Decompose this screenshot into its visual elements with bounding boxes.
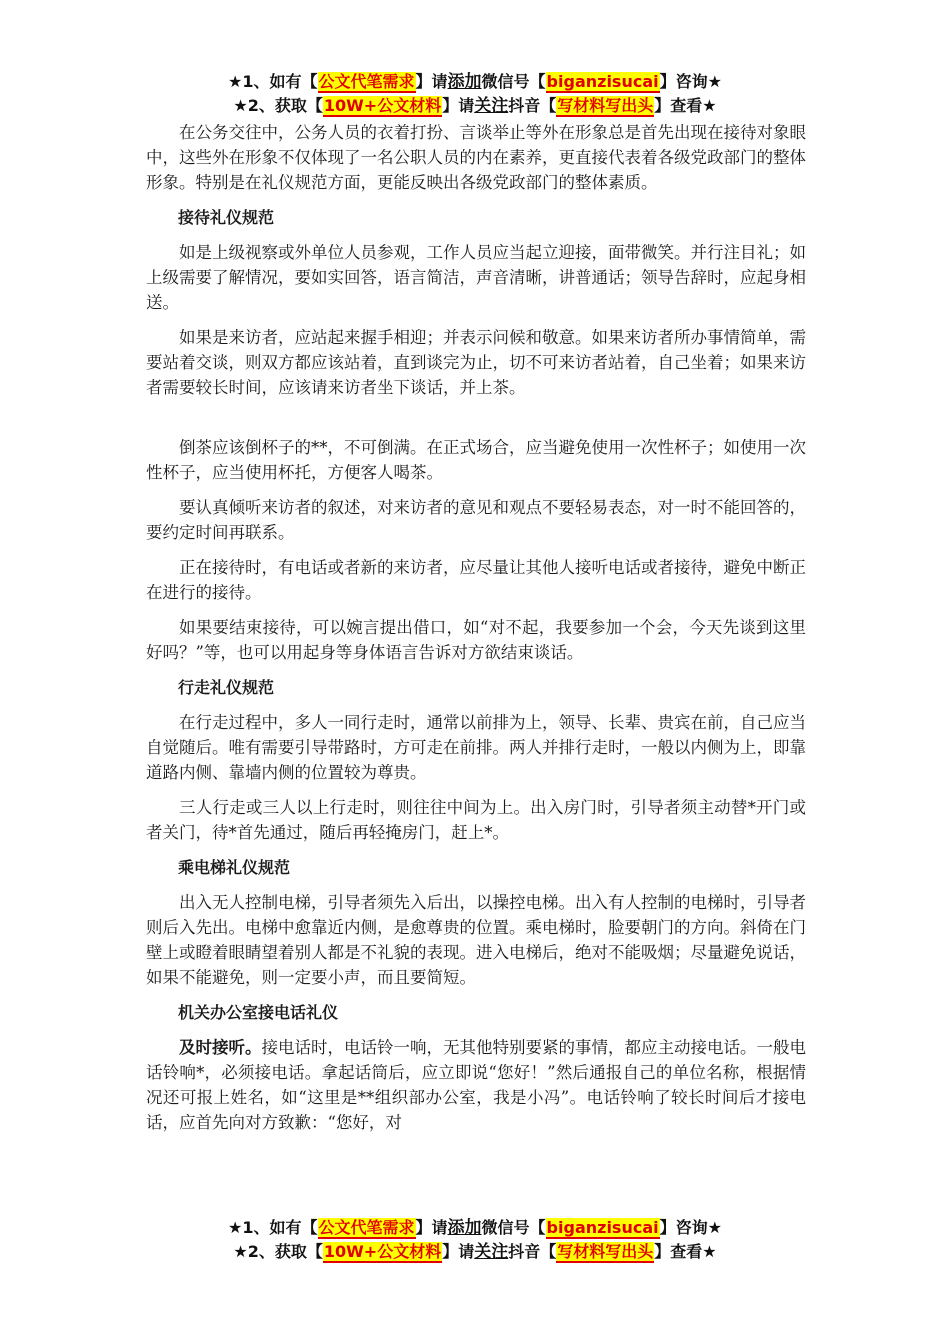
promo-text: 】查看★ [654, 1242, 717, 1261]
promo-highlight: biganzisucai [546, 1218, 659, 1237]
promo-highlight: 公文代笔需求 [318, 72, 415, 91]
section-heading-walking: 行走礼仪规范 [178, 678, 275, 697]
reception-paragraph-3: 倒茶应该倒杯子的**，不可倒满。在正式场合，应当避免使用一次性杯子；如使用一次性杯子，应当使用杯托，方便客人喝茶。 [146, 438, 806, 482]
promo-highlight: 10W+公文材料 [323, 1242, 442, 1261]
promo-emphasis: 添加 [447, 72, 482, 92]
promo-text: 】查看★ [654, 96, 717, 115]
promo-line-1 [0, 1216, 950, 1240]
promo-text: 】请 [442, 1242, 475, 1261]
promo-banner-bottom [0, 1216, 950, 1264]
promo-highlight: biganzisucai [546, 72, 659, 91]
phone-paragraph-text: 接电话时，电话铃一响，无其他特别要紧的事情，都应主动接电话。一般电话铃响*，必须接电话。拿起话筒后，应立即说“您好！”然后通报自己的单位名称，根据情况还可报上姓名，如“这里是**组织部办公室，我是小冯”。电话铃响了较长时间后才接电话，应首先向对方致歉：“您好，对 [146, 1038, 806, 1132]
reception-paragraph-6: 如果要结束接待，可以婉言提出借口，如“对不起，我要参加一个会，今天先谈到这里好吗？”等，也可以用起身等身体语言告诉对方欲结束谈话。 [146, 618, 806, 662]
phone-paragraph-lead: 及时接听。 [179, 1038, 262, 1057]
promo-banner-top [0, 70, 950, 118]
promo-text: 微信号【 [481, 1218, 546, 1237]
promo-highlight: 10W+公文材料 [323, 96, 442, 115]
walking-paragraph-1: 在行走过程中，多人一同行走时，通常以前排为上，领导、长辈、贵宾在前，自己应当自觉随后。唯有需要引导带路时，方可走在前排。两人并排行走时，一般以内侧为上，即靠道路内侧、靠墙内侧的位置较为尊贵。 [146, 713, 806, 782]
promo-text: ★1、如有【 [228, 72, 318, 91]
reception-paragraph-4: 要认真倾听来访者的叙述，对来访者的意见和观点不要轻易表态，对一时不能回答的，要约定时间再联系。 [146, 498, 806, 542]
walking-paragraph-2: 三人行走或三人以上行走时，则往往中间为上。出入房门时，引导者须主动替*开门或者关门，待*首先通过，随后再轻掩房门，赶上*。 [146, 798, 806, 842]
promo-text: ★1、如有【 [228, 1218, 318, 1237]
elevator-paragraph: 出入无人控制电梯，引导者须先入后出，以操控电梯。出入有人控制的电梯时，引导者则后入先出。电梯中愈靠近内侧，是愈尊贵的位置。乘电梯时，脸要朝门的方向。斜倚在门壁上或瞪着眼睛望着别人都是不礼貌的表现。进入电梯后，绝对不能吸烟；尽量避免说话，如果不能避免，则一定要小声，而且要简短。 [146, 893, 806, 987]
promo-emphasis: 关注 [474, 1242, 509, 1262]
promo-text: 抖音【 [508, 1242, 557, 1261]
promo-highlight: 写材料写出头 [557, 96, 654, 115]
promo-emphasis: 关注 [474, 96, 509, 116]
promo-text: 微信号【 [481, 72, 546, 91]
promo-emphasis: 添加 [447, 1218, 482, 1238]
section-heading-reception: 接待礼仪规范 [178, 208, 275, 227]
promo-text: 】咨询★ [659, 1218, 722, 1237]
phone-paragraph [146, 1035, 806, 1135]
section-heading-phone: 机关办公室接电话礼仪 [178, 1003, 339, 1022]
document-body [146, 120, 806, 1145]
promo-text: 抖音【 [508, 96, 557, 115]
reception-paragraph-1: 如是上级视察或外单位人员参观，工作人员应当起立迎接，面带微笑。并行注目礼；如上级需要了解情况，要如实回答，语言简洁，声音清晰，讲普通话；领导告辞时，应起身相送。 [146, 243, 806, 312]
promo-highlight: 公文代笔需求 [318, 1218, 415, 1237]
promo-highlight: 写材料写出头 [557, 1242, 654, 1261]
promo-line-2 [0, 1240, 950, 1264]
promo-line-2 [0, 94, 950, 118]
reception-paragraph-2: 如果是来访者，应站起来握手相迎；并表示问候和敬意。如果来访者所办事情简单，需要站着交谈，则双方都应该站着，直到谈完为止，切不可来访者站着，自己坐着；如果来访者需要较长时间，应该请来访者坐下谈话，并上茶。 [146, 328, 806, 397]
promo-text: ★2、获取【 [233, 1242, 323, 1261]
promo-text: 】咨询★ [659, 72, 722, 91]
promo-text: 】请 [442, 96, 475, 115]
promo-line-1 [0, 70, 950, 94]
promo-text: 】请 [415, 72, 448, 91]
section-heading-elevator: 乘电梯礼仪规范 [178, 858, 291, 877]
promo-text: ★2、获取【 [233, 96, 323, 115]
reception-paragraph-5: 正在接待时，有电话或者新的来访者，应尽量让其他人接听电话或者接待，避免中断正在进行的接待。 [146, 558, 806, 602]
intro-paragraph: 在公务交往中，公务人员的衣着打扮、言谈举止等外在形象总是首先出现在接待对象眼中，这些外在形象不仅体现了一名公职人员的内在素养，更直接代表着各级党政部门的整体形象。特别是在礼仪规范方面，更能反映出各级党政部门的整体素质。 [146, 123, 806, 192]
promo-text: 】请 [415, 1218, 448, 1237]
